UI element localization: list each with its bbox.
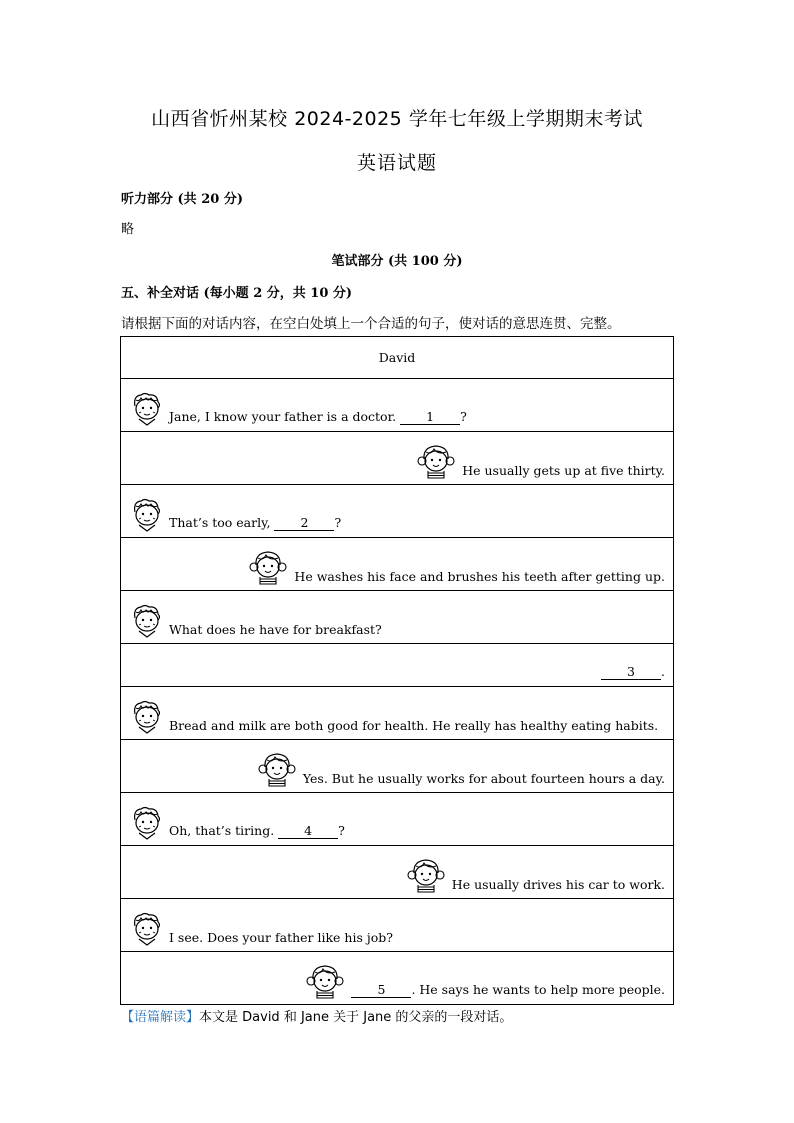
dialog-line <box>169 718 658 739</box>
analysis-label: 【语篇解读】 <box>121 1010 200 1025</box>
dialog-text: Bread and milk are both good for health. He really has healthy eating habits. <box>169 718 659 733</box>
dialog-row <box>121 687 674 740</box>
girl-face-icon <box>246 549 290 590</box>
analysis-text: 本文是 David 和 Jane 关于 Jane 的父亲的一段对话。 <box>199 1010 513 1025</box>
dialog-table <box>120 336 674 1005</box>
dialog-line <box>294 569 665 590</box>
dialog-row <box>121 644 674 687</box>
listening-heading: 听力部分 (共 20 分) <box>121 192 243 207</box>
boy-face-icon <box>127 912 167 951</box>
dialog-text: He usually drives his car to work. <box>451 877 665 892</box>
instruction-text: 请根据下面的对话内容，在空白处填上一个合适的句子，使对话的意思连贯、完整。 <box>121 316 621 332</box>
dialog-header: David <box>121 337 674 379</box>
answer-blank-2[interactable]: 2 <box>274 516 334 531</box>
dialog-line <box>351 982 665 1004</box>
dialog-text: He usually gets up at five thirty. <box>462 463 665 478</box>
answer-blank-1[interactable]: 1 <box>400 410 460 425</box>
exam-title: 山西省忻州某校 2024-2025 学年七年级上学期期末考试 <box>151 108 643 130</box>
boy-face-icon <box>127 392 167 431</box>
dialog-row <box>121 485 674 538</box>
written-heading: 笔试部分 (共 100 分) <box>331 254 463 269</box>
part5-heading: 五、补全对话 (每小题 2 分，共 10 分) <box>121 286 353 301</box>
girl-face-icon <box>255 751 299 792</box>
boy-face-icon <box>127 806 167 845</box>
dialog-text-after: . <box>661 664 665 679</box>
exam-subtitle: 英语试题 <box>356 152 437 174</box>
dialog-line <box>169 622 382 643</box>
dialog-line <box>601 664 665 686</box>
dialog-text: Jane, I know your father is a doctor. <box>169 409 401 424</box>
boy-face-icon <box>127 604 167 643</box>
dialog-line <box>169 823 345 845</box>
girl-face-icon <box>404 857 448 898</box>
dialog-row <box>121 538 674 591</box>
dialog-row <box>121 379 674 432</box>
dialog-text-after: . He says he wants to help more people. <box>411 982 665 997</box>
dialog-row <box>121 591 674 644</box>
dialog-text: Oh, that’s tiring. <box>169 823 279 838</box>
analysis-note <box>121 1006 512 1025</box>
dialog-text: That’s too early, <box>169 515 275 530</box>
dialog-line <box>169 515 341 537</box>
boy-face-icon <box>127 498 167 537</box>
dialog-line <box>169 930 393 951</box>
girl-face-icon <box>303 963 347 1004</box>
dialog-row <box>121 846 674 899</box>
dialog-row <box>121 740 674 793</box>
dialog-text-after: ? <box>460 409 467 424</box>
girl-face-icon <box>414 443 458 484</box>
dialog-line <box>452 877 665 898</box>
dialog-text: Yes. But he usually works for about fourteen hours a day. <box>302 771 665 786</box>
dialog-row <box>121 952 674 1005</box>
dialog-text-after: ? <box>334 515 342 530</box>
dialog-line <box>169 409 467 431</box>
listening-note: 略 <box>121 222 135 237</box>
dialog-line <box>462 463 665 484</box>
dialog-text: I see. Does your father like his job? <box>169 930 393 945</box>
dialog-text: He washes his face and brushes his teeth after getting up. <box>294 569 665 584</box>
dialog-text-after: ? <box>338 823 345 838</box>
dialog-line <box>303 771 665 792</box>
answer-blank-5[interactable]: 5 <box>351 983 411 998</box>
dialog-text: What does he have for breakfast? <box>169 622 382 637</box>
answer-blank-3[interactable]: 3 <box>601 665 661 680</box>
boy-face-icon <box>127 700 167 739</box>
dialog-row <box>121 793 674 846</box>
answer-blank-4[interactable]: 4 <box>278 824 338 839</box>
dialog-row <box>121 899 674 952</box>
dialog-row <box>121 432 674 485</box>
